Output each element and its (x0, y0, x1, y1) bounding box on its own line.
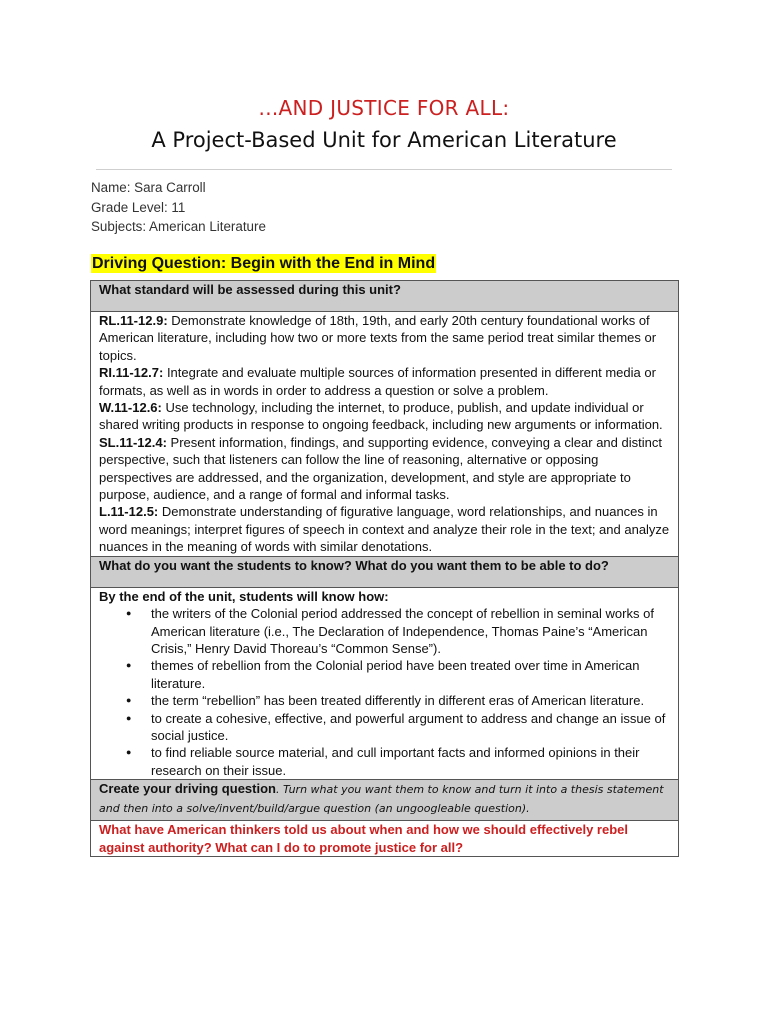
standard-item (99, 312, 670, 364)
unit-subtitle: A Project-Based Unit for American Literature (151, 128, 617, 152)
driving-question-prompt (91, 780, 679, 821)
standard-text: Demonstrate understanding of figurative language, word relationships, and nuances in word meanings; interpret figures of speech in context and analyze their role in the text; and analyze nuances in the meaning of words with similar denotations. (99, 504, 670, 555)
list-item: ● to create a cohesive, effective, and powerful argument to address and change an issue of social justice. (99, 710, 670, 745)
standard-text: Use technology, including the internet, to produce, publish, and update individual or shared writing products in response to ongoing feedback, including new arguments or information. (99, 400, 663, 433)
standard-text: Demonstrate knowledge of 18th, 19th, and early 20th century foundational works of American literature, including how two or more texts from the same period treat similar themes or topics. (99, 313, 657, 363)
title-divider (96, 169, 672, 170)
standard-item (99, 364, 670, 399)
list-item: ● to find reliable source material, and cull important facts and informed opinions in their research on their issue. (99, 744, 670, 779)
standard-code: L.11-12.5: (99, 504, 159, 520)
list-item: ● the term “rebellion” has been treated differently in different eras of American literature. (99, 692, 670, 709)
unit-title: ...AND JUSTICE FOR ALL: (258, 96, 510, 120)
standard-item (99, 503, 670, 555)
outcomes-heading: By the end of the unit, students will know how: (99, 588, 389, 604)
standards-cell (91, 312, 679, 557)
standard-text: Integrate and evaluate multiple sources of information presented in different media or formats, as well as in words in order to address a question or solve a problem. (99, 365, 656, 398)
driving-question-title: Create your driving question (99, 781, 276, 797)
teacher-name: Name: Sara Carroll (91, 180, 206, 195)
standard-text: Present information, findings, and supporting evidence, conveying a clear and distinct perspective, such that listeners can follow the line of reasoning, alternative or opposing perspectives are addressed, and the organization, development, and style are appropriate to purpose, audience, and a range of formal and informal tasks. (99, 434, 662, 503)
subjects: Subjects: American Literature (91, 219, 266, 234)
standards-question: What standard will be assessed during this unit? (91, 281, 679, 312)
outcomes-question: What do you want the students to know? What do you want them to be able to do? (91, 556, 679, 587)
standard-item (99, 434, 670, 504)
standard-item (99, 399, 670, 434)
list-item: ● themes of rebellion from the Colonial period have been treated over time in American literature. (99, 657, 670, 692)
list-item: ● the writers of the Colonial period addressed the concept of rebellion in seminal works of American literature (i.e., The Declaration of Independence, Thomas Paine’s “American Crisis,” Henry David Thoreau’s “Common Sense”). (99, 605, 670, 657)
driving-question-instructions: . Turn what you want them to know and turn it into a thesis statement and then into a solve/invent/build/argue question (an ungoogleable question). (99, 783, 664, 815)
grade-level: Grade Level: 11 (91, 199, 186, 215)
outcomes-cell (91, 587, 679, 779)
standard-code: RI.11-12.7: (99, 365, 164, 381)
unit-plan-table (90, 280, 679, 857)
standard-code: W.11-12.6: (99, 400, 162, 416)
standard-code: SL.11-12.4: (99, 434, 167, 450)
section-heading: Driving Question: Begin with the End in Mind (92, 255, 436, 272)
driving-question-answer: What have American thinkers told us about when and how we should effectively rebel against authority? What can I do to promote justice for all? (91, 821, 679, 857)
standard-code: RL.11-12.9: (99, 313, 168, 328)
outcomes-list (99, 605, 670, 779)
teacher-info (91, 178, 266, 237)
